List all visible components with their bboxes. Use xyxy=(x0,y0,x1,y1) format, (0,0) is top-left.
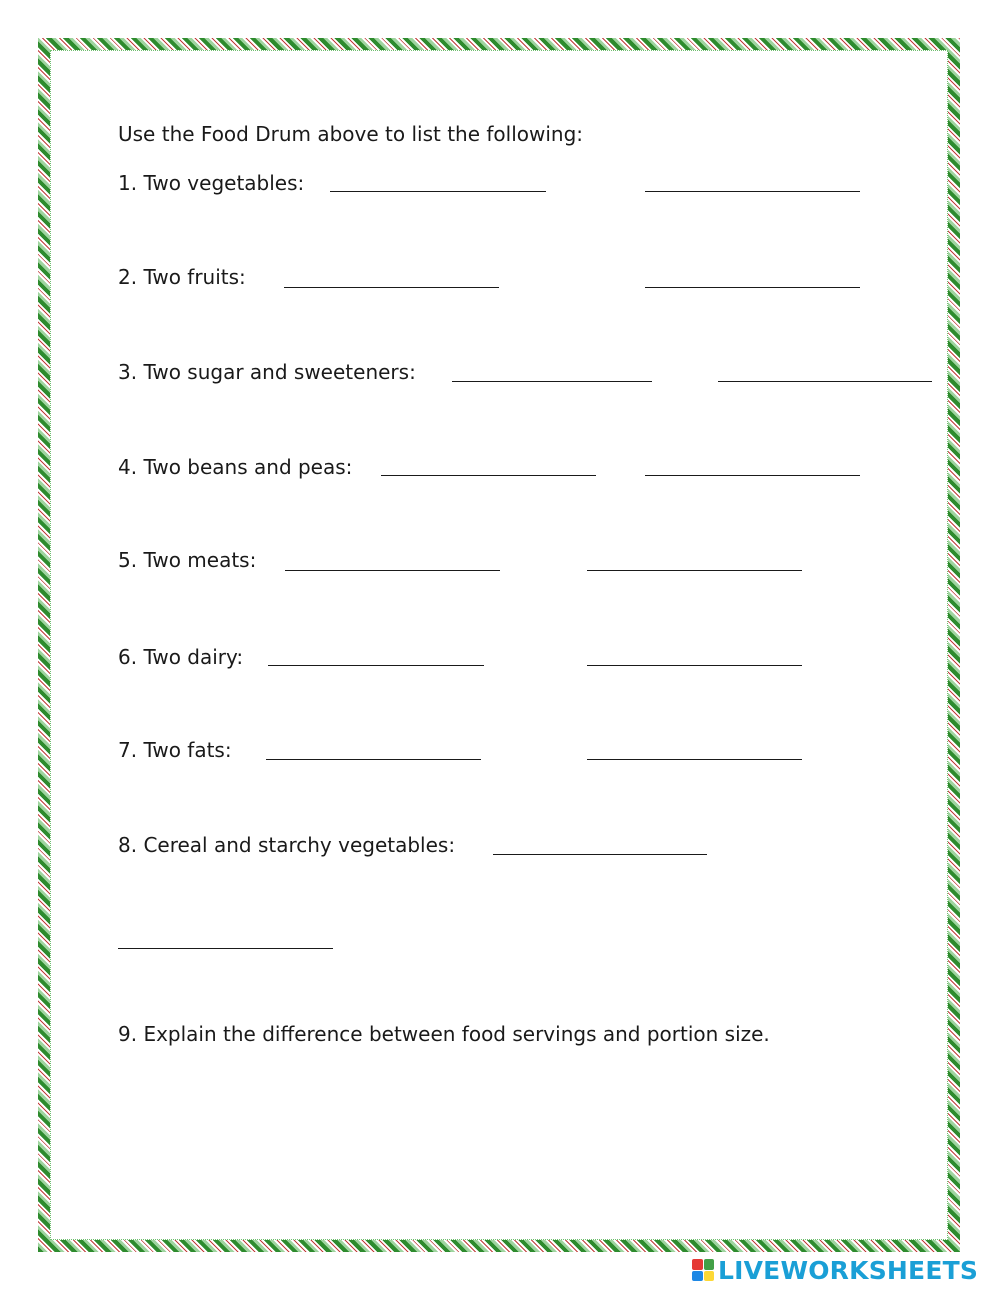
answer-blank-8b[interactable] xyxy=(118,948,333,949)
question-4-label: 4. Two beans and peas: xyxy=(118,455,353,479)
question-7-label: 7. Two fats: xyxy=(118,738,232,762)
logo-square-blue xyxy=(692,1271,703,1282)
question-5-label: 5. Two meats: xyxy=(118,548,257,572)
answer-blank-1b[interactable] xyxy=(645,191,860,192)
question-9-label: 9. Explain the difference between food servings and portion size. xyxy=(118,1022,770,1046)
logo-text: LIVEWORKSHEETS xyxy=(718,1255,979,1285)
answer-blank-3a[interactable] xyxy=(452,381,652,382)
answer-blank-8a[interactable] xyxy=(493,854,707,855)
answer-blank-6b[interactable] xyxy=(587,665,802,666)
answer-blank-4b[interactable] xyxy=(645,475,860,476)
answer-blank-2b[interactable] xyxy=(645,287,860,288)
question-1-label: 1. Two vegetables: xyxy=(118,171,305,195)
question-3-label: 3. Two sugar and sweeteners: xyxy=(118,360,416,384)
question-8-label: 8. Cereal and starchy vegetables: xyxy=(118,833,456,857)
question-2-label: 2. Two fruits: xyxy=(118,265,246,289)
answer-blank-2a[interactable] xyxy=(284,287,499,288)
answer-blank-7a[interactable] xyxy=(266,759,481,760)
instructions-text: Use the Food Drum above to list the following: xyxy=(118,122,584,146)
answer-blank-1a[interactable] xyxy=(330,191,546,192)
liveworksheets-logo[interactable] xyxy=(692,1255,978,1285)
answer-blank-5a[interactable] xyxy=(285,570,500,571)
logo-square-green xyxy=(704,1259,715,1270)
answer-blank-6a[interactable] xyxy=(268,665,484,666)
liveworksheets-logo-icon xyxy=(692,1259,714,1281)
answer-blank-5b[interactable] xyxy=(587,570,802,571)
logo-square-red xyxy=(692,1259,703,1270)
answer-blank-4a[interactable] xyxy=(381,475,596,476)
answer-blank-3b[interactable] xyxy=(718,381,932,382)
logo-square-yellow xyxy=(704,1271,715,1282)
answer-blank-7b[interactable] xyxy=(587,759,802,760)
question-6-label: 6. Two dairy: xyxy=(118,645,244,669)
